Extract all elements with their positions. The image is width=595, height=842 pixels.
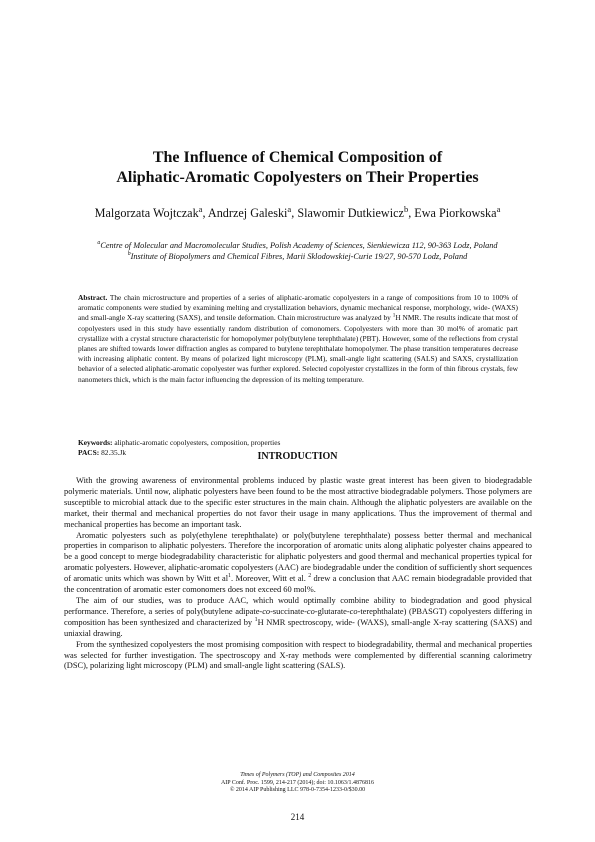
- author-name: Slawomir Dutkiewicz: [297, 206, 404, 220]
- pacs-label: PACS:: [78, 448, 100, 457]
- author-affiliation-mark: a: [287, 203, 292, 214]
- citation-2: 2: [308, 573, 312, 580]
- body-text-run: Aromatic polyesters such as poly(ethylene terephthalate) or poly(butylene terephthalate) possess better thermal and mechanical properties in comparison to aliphatic polyesters. Therefore the incorporation of aromatic units along aliphatic polyester chains appeared to be a good concept to merge biodegradability characteristic for aliphatic polyesters and good thermal and mechanical properties typical for aromatic polyesters. However, aliphatic-aromatic copolyesters (AAC) are biodegradable under the condition of sufficiently short sequences of aromatic units which was shown by Witt et al: [64, 530, 532, 584]
- publication-footer: [40, 772, 555, 795]
- body-paragraph-4: From the synthesized copolyesters the most promising composition with respect to biodegradability, thermal and mechanical properties was selected for further investigation. The spectroscopy and X-ray methods were complemented by differential scanning calorimetry (DSC), polarizing light microscopy (PLM) and small-angle light scattering (SALS).: [64, 639, 532, 671]
- keywords-text: aliphatic-aromatic copolyesters, composition, properties: [112, 438, 281, 447]
- body-text-run: . Moreover, Witt et al.: [230, 574, 309, 584]
- author-affiliation-mark: b: [403, 203, 409, 214]
- italic-co: co: [306, 606, 315, 616]
- nmr-superscript: 1: [254, 616, 258, 623]
- author-name: Ewa Piorkowska: [414, 206, 497, 220]
- affiliation-mark: a: [97, 240, 101, 247]
- citation-1: 1: [228, 573, 231, 580]
- affiliation-a: [70, 240, 525, 251]
- affiliation-mark: b: [127, 251, 131, 258]
- body-text-run: The aim of our studies, was to produce AAC, which would optimally combine ability to biodegradation and good physical performance. Therefore, a series of poly(butylene adipate-: [64, 595, 532, 616]
- author-list: Malgorzata Wojtczak$^a$, Andrzej Galeski$^a$, Slawomir Dutkiewicz$^b$, Ewa Piorkowska$^a$: [94, 203, 501, 220]
- affiliation-b: [70, 251, 525, 262]
- citation-doi: AIP Conf. Proc. 1599, 214-217 (2014); doi: 10.1063/1.4876816: [220, 779, 375, 786]
- affiliation-text: Institute of Biopolymers and Chemical Fibres, Marii Sklodowskiej-Curie 19/27, 90-570 Lodz, Poland: [130, 252, 468, 261]
- body-text-run: H NMR spectroscopy, wide- (WAXS), small-angle X-ray scattering (SAXS) and uniaxial drawing.: [64, 617, 532, 638]
- affiliations: [70, 240, 525, 262]
- author-affiliation-mark: a: [198, 203, 203, 214]
- body-paragraph-2: [64, 531, 532, 596]
- body-text-run: -glutarate-: [314, 606, 350, 616]
- conference-name: Times of Polymers (TOP) and Composites 2014: [240, 772, 355, 778]
- body-text: [64, 476, 532, 672]
- body-text-run: -terephthalate) (PBASGT) copolyesters differing in composition has been synthesized and characterized by: [64, 606, 533, 627]
- page-number: 214: [290, 812, 305, 822]
- italic-co: co: [349, 606, 358, 616]
- author-affiliation-mark: a: [496, 203, 501, 214]
- paper-title: [40, 148, 555, 188]
- title-line-1: The Influence of Chemical Composition of: [152, 149, 443, 166]
- body-text-run: drew a conclusion that AAC remain biodegradable provided that the concentration of aromatic ester comonomers does not exceed 60 mol%.: [64, 574, 532, 595]
- abstract-text: The chain microstructure and properties of a series of aliphatic-aromatic copolyesters in a range of compositions from 10 to 100% of aromatic components were studied by examining melting and crystallization behaviors, dynamic mechanical response, morphology, wide- (WAXS) and small-angle X-ray scattering (SAXS), and tensile deformation. Chain microstructure was analyzed by: [78, 293, 518, 323]
- title-line-2: Aliphatic-Aromatic Copolyesters on Their Properties: [116, 169, 479, 186]
- author-name: Malgorzata Wojtczak: [94, 206, 199, 220]
- affiliation-text: Centre of Molecular and Macromolecular Studies, Polish Academy of Sciences, Sienkiewicza 112, 90-363 Lodz, Poland: [100, 241, 498, 250]
- copyright-line: © 2014 AIP Publishing LLC 978-0-7354-1233-0/$30.00: [229, 787, 366, 793]
- abstract-label: Abstract.: [78, 293, 108, 302]
- abstract: [78, 293, 518, 385]
- abstract-superscript: 1: [392, 312, 396, 319]
- body-paragraph-1: With the growing awareness of environmental problems induced by plastic waste great interest has been given to biodegradable polymeric materials. Until now, aliphatic polyesters have been found to be the most attractive biodegradable polymers. Those polymers are susceptible to microbial attack due to the specific ester structures in the main chain. Although the aliphatic polyesters are available on the market, their thermal and mechanical properties do not favor their usage in many applications. Thus the improvement of thermal and mechanical properties has become an important task.: [64, 476, 532, 529]
- body-paragraph-3: [64, 596, 532, 640]
- author-name: Andrzej Galeski: [207, 206, 288, 220]
- abstract-text-continued: H NMR. The results indicate that most of copolyesters used in this study have essentially random distribution of comonomers. Copolyesters with more than 30 mol% of aromatic part crystallize with a crystal structure characteristic for homopolymer poly(butylene terephthalate) (PBT). However, some of the reflections from crystal planes are shifted towards lower diffraction angles as compared to butylene terephthalate homopolymer. The phase transition temperatures decrease with increasing aliphatic content. By means of polarized light microscopy (PLM), small-angle light scattering (SALS) and SAXS, crystallization behavior of a selected aliphatic-aromatic copolyester was further explored. Selected copolyester crystallizes in the form of thin fibrous crystals, few nanometers thick, which is the main factor influencing the depression of its melting temperature.: [78, 313, 518, 384]
- body-text-run: -succinate-: [270, 606, 307, 616]
- pacs-text: 82.35.Jk: [99, 448, 127, 457]
- section-heading-introduction: INTRODUCTION: [257, 451, 338, 462]
- keywords-line: [78, 438, 518, 448]
- keywords-label: Keywords:: [78, 438, 113, 447]
- italic-co: co: [262, 606, 271, 616]
